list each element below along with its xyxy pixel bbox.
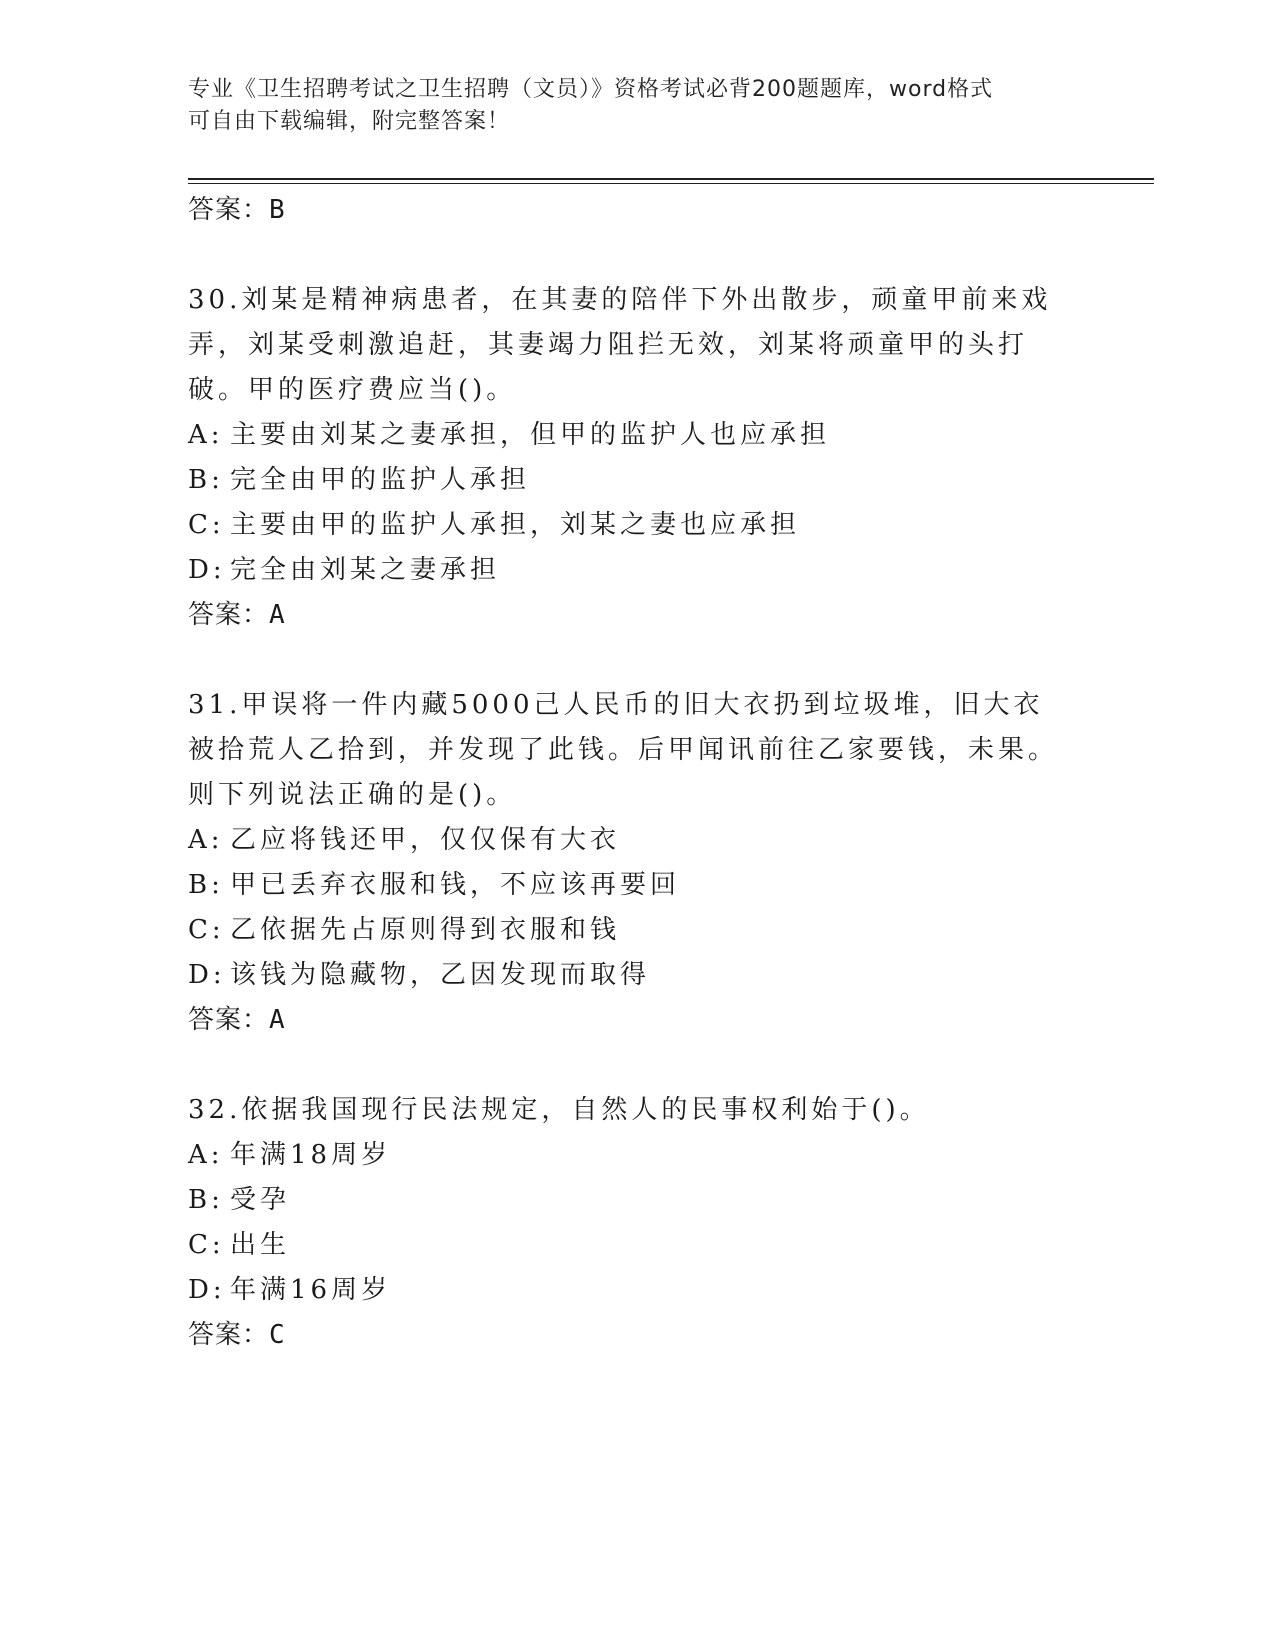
option-text: 年满16周岁 [230,1275,392,1305]
option-letter: D: [188,960,226,990]
option-c [188,503,1068,548]
option-letter: B: [188,870,224,900]
document-body [188,188,1068,1357]
answer-line: 答案：C [188,1320,286,1350]
option-c [188,908,1068,953]
question-block [188,683,1068,1042]
option-a [188,1133,1068,1178]
option-text: 乙依据先占原则得到衣服和钱 [230,915,621,945]
page-header [188,74,1088,138]
option-letter: D: [188,1275,226,1305]
option-text: 乙应将钱还甲，仅仅保有大衣 [230,825,621,855]
question-text: 30.刘某是精神病患者，在其妻的陪伴下外出散步，顽童甲前来戏弄，刘某受刺激追赶，其妻竭力阻拦无效，刘某将顽童甲的头打破。甲的医疗费应当()。 [188,285,1052,405]
option-a [188,413,1068,458]
question-text: 32.依据我国现行民法规定，自然人的民事权利始于()。 [188,1095,930,1125]
answer-line: 答案：A [188,600,286,630]
option-b [188,458,1068,503]
option-letter: C: [188,1230,225,1260]
header-line-1: 专业《卫生招聘考试之卫生招聘（文员）》资格考试必背200题题库，word格式 [188,77,994,102]
option-text: 甲已丢弃衣服和钱，不应该再要回 [230,870,681,900]
option-letter: A: [188,825,224,855]
option-letter: A: [188,1140,224,1170]
option-b [188,1178,1068,1223]
option-letter: B: [188,465,224,495]
header-rule-thin [188,183,1154,184]
option-letter: D: [188,555,226,585]
option-d [188,1268,1068,1313]
option-a [188,818,1068,863]
option-letter: B: [188,1185,224,1215]
option-c [188,1223,1068,1268]
option-b [188,863,1068,908]
question-block [188,278,1068,637]
option-text: 主要由甲的监护人承担，刘某之妻也应承担 [230,510,801,540]
answer-line: 答案：A [188,1005,286,1035]
option-letter: A: [188,420,224,450]
option-text: 完全由甲的监护人承担 [230,465,531,495]
header-rule-thick [188,178,1154,180]
option-d [188,953,1068,998]
option-letter: C: [188,510,225,540]
option-text: 该钱为隐藏物，乙因发现而取得 [230,960,651,990]
previous-answer: 答案：B [188,195,286,225]
option-text: 出生 [230,1230,291,1260]
option-d [188,548,1068,593]
option-text: 受孕 [230,1185,291,1215]
question-text: 31.甲误将一件内藏5000己人民币的旧大衣扔到垃圾堆，旧大衣被拾荒人乙拾到，并发现了此钱。后甲闻讯前往乙家要钱，未果。则下列说法正确的是()。 [188,690,1059,810]
question-block [188,1088,1068,1357]
option-text: 完全由刘某之妻承担 [230,555,501,585]
option-text: 年满18周岁 [230,1140,392,1170]
header-line-2: 可自由下载编辑，附完整答案！ [188,109,511,134]
option-letter: C: [188,915,225,945]
option-text: 主要由刘某之妻承担，但甲的监护人也应承担 [230,420,831,450]
